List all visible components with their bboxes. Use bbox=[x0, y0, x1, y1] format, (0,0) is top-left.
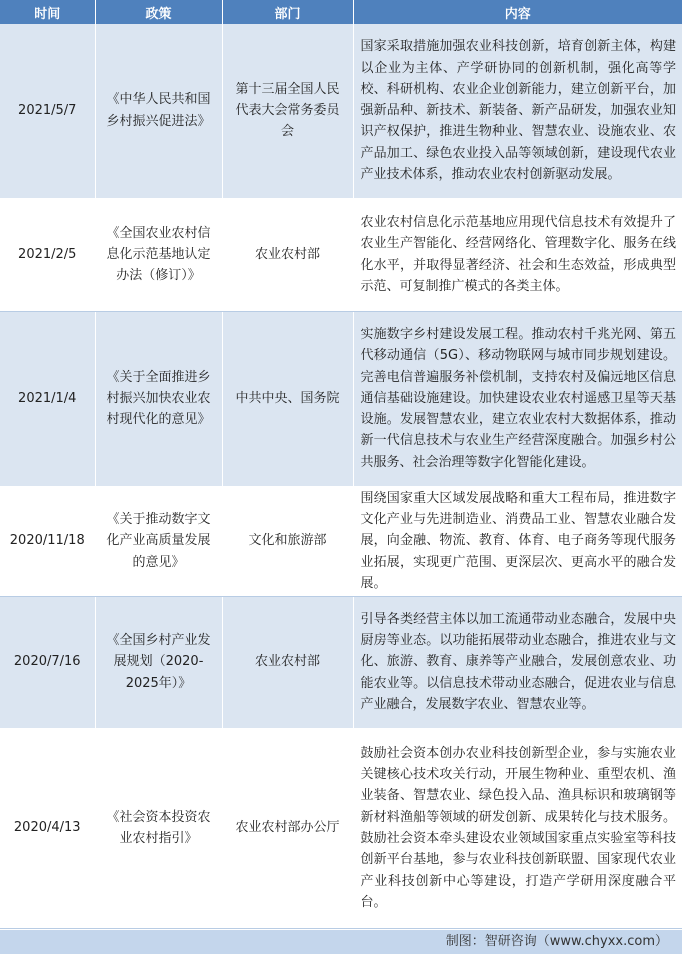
date-cell: 2020/7/16 bbox=[0, 596, 95, 728]
header-date: 时间 bbox=[0, 0, 95, 24]
content-cell: 鼓励社会资本创办农业科技创新型企业，参与实施农业关键核心技术攻关行动，开展生物种业、重型农机、渔业装备、智慧农业、绿色投入品、渔具标识和玻璃钢等新材料渔船等领域的研发创新、成果转化与技术服务。鼓励社会资本牵头建设农业领域国家重点实验室等科技创新平台基地，参与农业科技创新联盟、国家现代农业产业科技创新中心等建设，打造产学研用深度融合平台。 bbox=[353, 728, 682, 928]
date-cell: 2021/1/4 bbox=[0, 311, 95, 486]
policy-cell: 《关于全面推进乡村振兴加快农业农村现代化的意见》 bbox=[95, 311, 222, 486]
table-row bbox=[0, 311, 682, 486]
header-department: 部门 bbox=[222, 0, 353, 24]
policy-cell: 《全国农业农村信息化示范基地认定办法（修订）》 bbox=[95, 198, 222, 311]
department-cell: 农业农村部办公厅 bbox=[222, 728, 353, 928]
department-cell: 文化和旅游部 bbox=[222, 486, 353, 596]
department-cell: 第十三届全国人民代表大会常务委员会 bbox=[222, 24, 353, 198]
content-cell: 引导各类经营主体以加工流通带动业态融合，发展中央厨房等业态。以功能拓展带动业态融合，推进农业与文化、旅游、教育、康养等产业融合，发展创意农业、功能农业等。以信息技术带动业态融合，促进农业与信息产业融合，发展数字农业、智慧农业等。 bbox=[353, 596, 682, 728]
header-content: 内容 bbox=[353, 0, 682, 24]
department-cell: 农业农村部 bbox=[222, 596, 353, 728]
table-row bbox=[0, 728, 682, 928]
source-footer: 制图：智研咨询（www.chyxx.com） bbox=[0, 930, 682, 954]
table-row bbox=[0, 24, 682, 198]
date-cell: 2021/5/7 bbox=[0, 24, 95, 198]
department-cell: 农业农村部 bbox=[222, 198, 353, 311]
date-cell: 2021/2/5 bbox=[0, 198, 95, 311]
table-row bbox=[0, 486, 682, 596]
date-cell: 2020/11/18 bbox=[0, 486, 95, 596]
content-cell: 围绕国家重大区域发展战略和重大工程布局，推进数字文化产业与先进制造业、消费品工业、智慧农业融合发展，向金融、物流、教育、体育、电子商务等现代服务业拓展，实现更广范围、更深层次、更高水平的融合发展。 bbox=[353, 486, 682, 596]
content-cell: 国家采取措施加强农业科技创新，培育创新主体，构建以企业为主体、产学研协同的创新机制，强化高等学校、科研机构、农业企业创新能力，建立创新平台，加强新品种、新技术、新装备、新产品研发，加强农业知识产权保护，推进生物种业、智慧农业、设施农业、农产品加工、绿色农业投入品等领域创新，建设现代农业产业技术体系，推动农业农村创新驱动发展。 bbox=[353, 24, 682, 198]
table-row bbox=[0, 596, 682, 728]
header-policy: 政策 bbox=[95, 0, 222, 24]
policy-cell: 《中华人民共和国乡村振兴促进法》 bbox=[95, 24, 222, 198]
policy-cell: 《全国乡村产业发展规划（2020-2025年）》 bbox=[95, 596, 222, 728]
content-cell: 农业农村信息化示范基地应用现代信息技术有效提升了农业生产智能化、经营网络化、管理数字化、服务在线化水平，并取得显著经济、社会和生态效益，形成典型示范、可复制推广模式的各类主体。 bbox=[353, 198, 682, 311]
policy-cell: 《社会资本投资农业农村指引》 bbox=[95, 728, 222, 928]
table-header-row bbox=[0, 0, 682, 24]
policy-cell: 《关于推动数字文化产业高质量发展的意见》 bbox=[95, 486, 222, 596]
content-cell: 实施数字乡村建设发展工程。推动农村千兆光网、第五代移动通信（5G）、移动物联网与城市同步规划建设。完善电信普遍服务补偿机制，支持农村及偏远地区信息通信基础设施建设。加快建设农业农村遥感卫星等天基设施。发展智慧农业，建立农业农村大数据体系，推动新一代信息技术与农业生产经营深度融合。加强乡村公共服务、社会治理等数字化智能化建设。 bbox=[353, 311, 682, 486]
date-cell: 2020/4/13 bbox=[0, 728, 95, 928]
department-cell: 中共中央、国务院 bbox=[222, 311, 353, 486]
table-row bbox=[0, 198, 682, 311]
